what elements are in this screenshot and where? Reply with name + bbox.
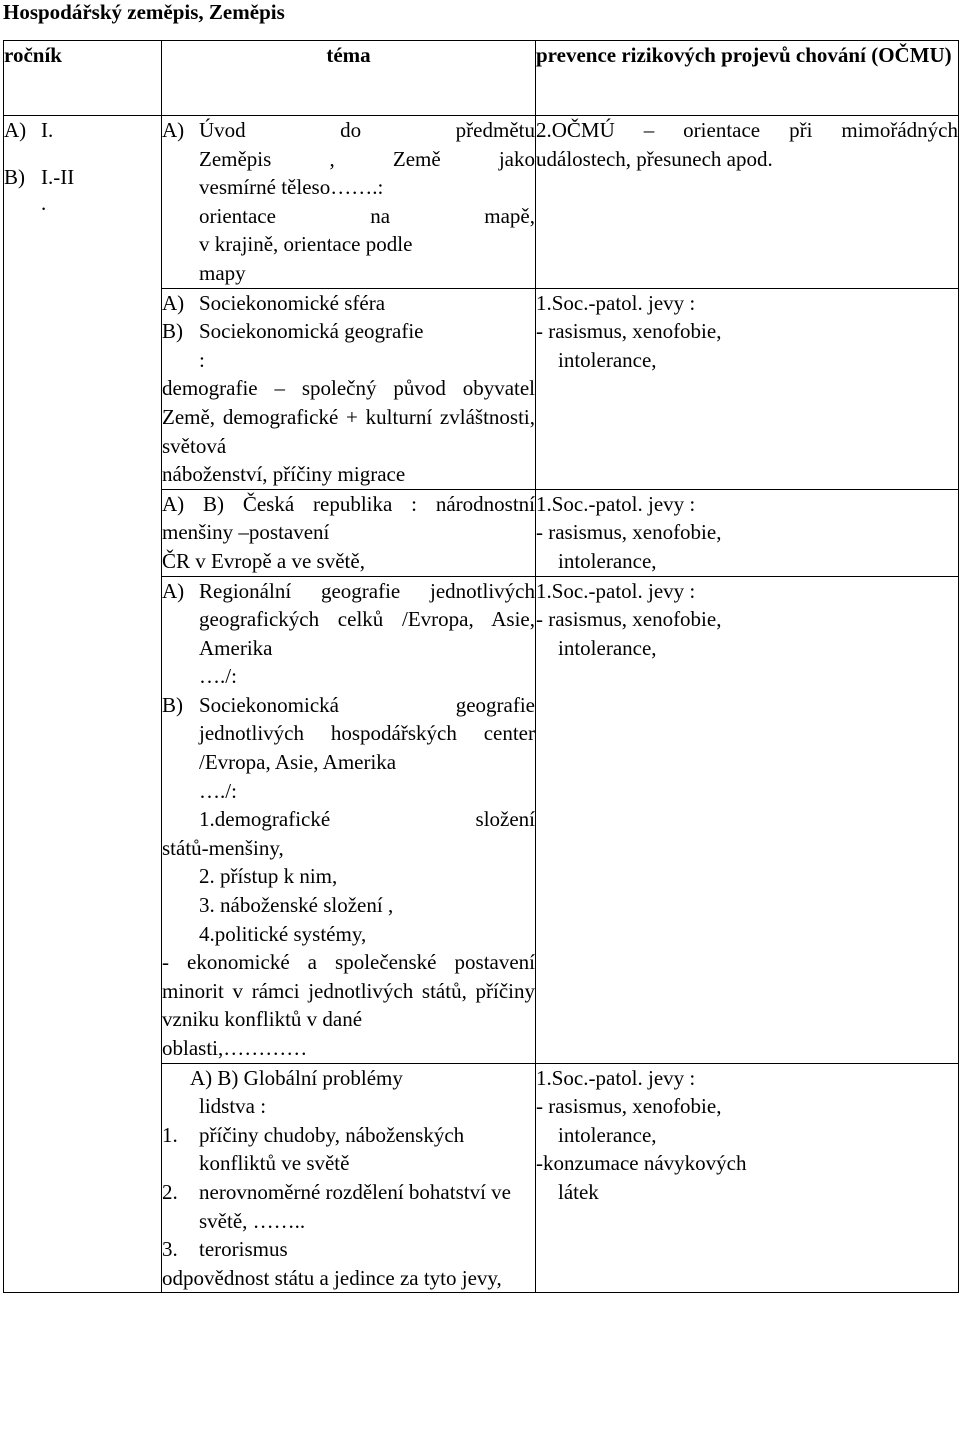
tema-4-n4: 4.politické systémy,: [199, 921, 367, 946]
prevence-cell-4: [536, 576, 959, 1063]
tema-1-l6: mapy: [199, 260, 246, 285]
rocnik-a-value: I.: [41, 118, 54, 142]
tema-5-item-1: [162, 1121, 535, 1178]
tema-4-a-marker: A): [162, 578, 185, 603]
tema-2-b-marker: B): [162, 319, 183, 344]
prevence-2-l2: - rasismus, xenofobie,: [536, 319, 722, 344]
tema-4-b-p2: …./:: [199, 778, 237, 803]
tema-5-item-3-text: terorismus: [199, 1237, 288, 1262]
tema-2-colon: :: [199, 347, 205, 372]
prevence-1-l1: 2.OČMÚ – orientace při mimořádných: [536, 118, 958, 142]
prevence-2-l1: 1.Soc.-patol. jevy :: [536, 290, 696, 315]
tema-2-p1: demografie – společný původ obyvatel Země, demografické + kulturní zvláštnosti, světová: [162, 376, 535, 458]
tema-cell-4: [162, 576, 536, 1063]
prevence-5-l5: látek: [558, 1179, 599, 1204]
tema-5-item-3-marker: 3.: [162, 1237, 178, 1262]
prevence-5-l2: - rasismus, xenofobie,: [536, 1094, 722, 1119]
header-prevence: prevence rizikových projevů chování (OČMU): [536, 41, 959, 116]
prevence-4-l3: intolerance,: [558, 635, 657, 660]
tema-5-head2: lidstva :: [199, 1094, 267, 1119]
tema-4-b-p1: jednotlivých hospodářských center /Evropa, Asie, Amerika: [199, 721, 535, 775]
tema-cell-1: [162, 116, 536, 289]
prevence-cell-5: [536, 1063, 959, 1293]
table-header-row: [4, 41, 959, 116]
tema-1-l5: v krajině, orientace podle: [199, 232, 413, 257]
tema-5-item-1-text: příčiny chudoby, náboženských konfliktů ve světě: [199, 1122, 465, 1176]
tema-4-a-p1: Regionální geografie jednotlivých geografických celků /Evropa, Asie, Amerika: [199, 578, 535, 660]
tema-2-a-text: Sociekonomické sféra: [199, 290, 386, 315]
rocnik-cell: [4, 116, 162, 1293]
tema-5-tail: odpovědnost státu a jedince za tyto jevy,: [162, 1265, 502, 1290]
tema-1-a: [162, 116, 535, 145]
rocnik-b-tail: .: [41, 191, 47, 216]
tema-3-p2: ČR v Evropě a ve světě,: [162, 548, 365, 573]
tema-5-head: A) B) Globální problémy: [190, 1065, 403, 1090]
header-tema: téma: [162, 41, 536, 116]
tema-4-b: [162, 691, 535, 720]
tema-4-b-marker: B): [162, 692, 183, 717]
tema-4-a: [162, 577, 535, 663]
rocnik-a: [4, 116, 161, 145]
tema-1-l4: orientace na mapě,: [199, 203, 535, 228]
tema-2-a-marker: A): [162, 290, 185, 315]
tema-3-p1: A) B) Česká republika : národnostní menšiny –postavení: [162, 491, 535, 545]
tema-cell-5: [162, 1063, 536, 1293]
prevence-cell-2: [536, 288, 959, 489]
tema-1-a-marker: A): [162, 118, 185, 142]
tema-4-n1: 1.demografické složení: [199, 807, 535, 832]
tema-4-n1b: států-menšiny,: [162, 835, 284, 860]
prevence-3-l2: - rasismus, xenofobie,: [536, 520, 722, 545]
tema-2-b: [162, 317, 535, 346]
curriculum-table: [3, 40, 959, 1293]
tema-1-l2: Zeměpis , Země jako: [199, 146, 535, 171]
rocnik-a-marker: A): [4, 118, 27, 142]
tema-5-item-3: [162, 1235, 535, 1264]
tema-4-a-p2: …./:: [199, 664, 237, 689]
tema-5-item-2: [162, 1178, 535, 1235]
prevence-3-l3: intolerance,: [558, 548, 657, 573]
prevence-5-l4: -konzumace návykových: [536, 1151, 747, 1176]
tema-4-b-l1: Sociekonomická geografie: [199, 692, 535, 717]
tema-5-item-1-marker: 1.: [162, 1122, 178, 1147]
table-row: [4, 116, 959, 289]
tema-4-n3: 3. náboženské složení ,: [199, 893, 394, 918]
tema-2-a: [162, 289, 535, 318]
rocnik-b-value: I.-II: [41, 164, 75, 189]
tema-cell-3: [162, 489, 536, 576]
tema-5-item-2-text: nerovnoměrné rozdělení bohatství ve světě, ……..: [199, 1179, 511, 1233]
page-title: Hospodářský zeměpis, Zeměpis: [3, 0, 285, 24]
tema-1-l3: vesmírné těleso…….:: [199, 175, 384, 200]
prevence-4-l1: 1.Soc.-patol. jevy :: [536, 578, 696, 603]
tema-1-a-l1: Úvod do předmětu: [199, 118, 535, 142]
tema-4-eco2: oblasti,…………: [162, 1036, 308, 1060]
prevence-4-l2: - rasismus, xenofobie,: [536, 607, 722, 632]
prevence-cell-1: [536, 116, 959, 289]
prevence-2-l3: intolerance,: [558, 347, 657, 372]
tema-5-item-2-marker: 2.: [162, 1179, 178, 1204]
prevence-3-l1: 1.Soc.-patol. jevy :: [536, 491, 696, 516]
tema-cell-2: [162, 288, 536, 489]
prevence-1-l2: událostech, přesunech apod.: [536, 146, 773, 171]
rocnik-b-marker: B): [4, 164, 25, 189]
tema-4-n2: 2. přístup k nim,: [199, 864, 338, 889]
header-rocnik: ročník: [4, 41, 162, 116]
prevence-cell-3: [536, 489, 959, 576]
rocnik-b: [4, 163, 161, 192]
tema-2-b-text: Sociekonomická geografie: [199, 319, 424, 344]
tema-2-p2: náboženství, příčiny migrace: [162, 462, 406, 487]
tema-4-eco1: - ekonomické a společenské postavení minorit v rámci jednotlivých států, příčiny vzniku konfliktů v dané: [162, 950, 535, 1032]
prevence-5-l3: intolerance,: [558, 1122, 657, 1147]
prevence-5-l1: 1.Soc.-patol. jevy :: [536, 1065, 696, 1090]
